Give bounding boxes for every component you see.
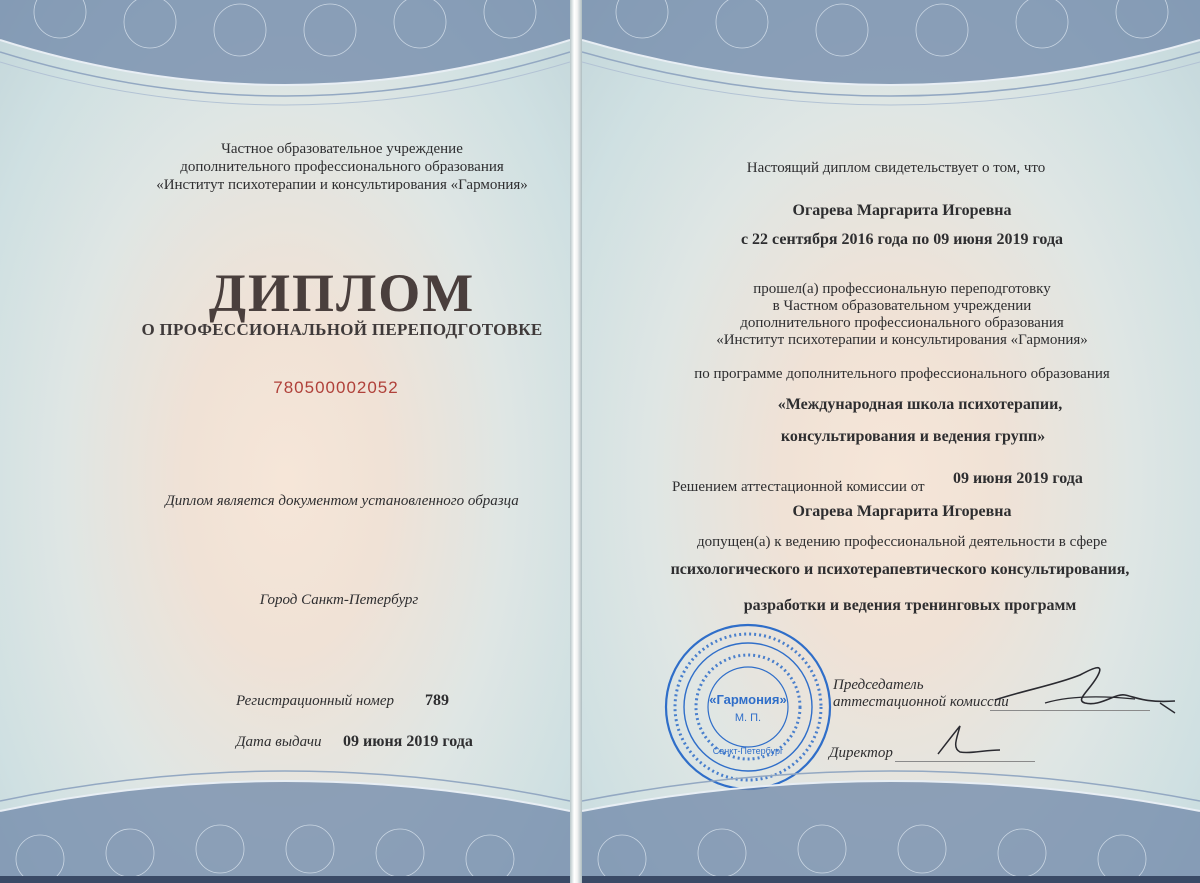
guilloche-bottom-border-right xyxy=(582,761,1200,876)
study-period: с 22 сентября 2016 года по 09 июня 2019 года xyxy=(740,231,1064,248)
guilloche-top-border xyxy=(582,0,1200,120)
decision-label: Решением аттестационной комиссии от xyxy=(672,479,925,495)
chair-signature xyxy=(985,655,1185,725)
director-label: Директор xyxy=(829,745,893,761)
institution-line-2: дополнительного профессионального образования xyxy=(180,159,504,175)
left-page xyxy=(0,0,570,876)
sphere-line-2: разработки и ведения тренинговых программ xyxy=(743,597,1077,614)
stamp-mp-text: М. П. xyxy=(734,712,762,724)
issue-date-label: Дата выдачи xyxy=(236,734,322,750)
decision-date: 09 июня 2019 года xyxy=(953,470,1083,487)
passed-line-3: дополнительного профессионального образования xyxy=(740,315,1064,331)
director-signature xyxy=(930,720,1010,760)
institution-line-1: Частное образовательное учреждение xyxy=(221,141,463,157)
admitted-text: допущен(а) к ведению профессиональной деятельности в сфере xyxy=(697,534,1107,550)
city-label: Город Санкт-Петербург xyxy=(259,592,419,608)
serial-number: 780500002052 xyxy=(273,378,399,397)
chair-label-2: аттестационной комиссии xyxy=(833,694,1009,710)
stamp-center-text: «Гармония» xyxy=(709,692,787,707)
stamp-city-text: Санкт-Петербург xyxy=(712,746,784,756)
diploma-title: ДИПЛОМ xyxy=(208,263,476,323)
registration-label: Регистрационный номер xyxy=(236,693,395,709)
intro-text: Настоящий диплом свидетельствует о том, что xyxy=(746,160,1046,176)
diploma-subtitle: О ПРОФЕССИОНАЛЬНОЙ ПЕРЕПОДГОТОВКЕ xyxy=(141,320,543,339)
chair-label-1: Председатель xyxy=(833,677,924,693)
passed-line-2: в Частном образовательном учреждении xyxy=(772,298,1032,314)
graduate-name: Огарева Маргарита Игоревна xyxy=(792,202,1012,219)
program-line-1: «Международная школа психотерапии, xyxy=(777,396,1063,413)
binding-spine xyxy=(570,0,582,883)
graduate-name-2: Огарева Маргарита Игоревна xyxy=(792,503,1012,520)
passed-line-4: «Институт психотерапии и консультирования «Гармония» xyxy=(716,332,1088,348)
program-intro: по программе дополнительного профессионального образования xyxy=(694,366,1110,382)
guilloche-top-border xyxy=(0,0,570,120)
issue-date-value: 09 июня 2019 года xyxy=(343,733,473,750)
institution-line-3: «Институт психотерапии и консультирования «Гармония» xyxy=(156,177,528,193)
document-note: Диплом является документом установленного образца xyxy=(165,493,519,509)
registration-number: 789 xyxy=(425,692,449,709)
sphere-line-1: психологического и психотерапевтического консультирования, xyxy=(670,561,1130,578)
program-line-2: консультирования и ведения групп» xyxy=(780,428,1046,445)
guilloche-bottom-border xyxy=(0,761,570,876)
passed-line-1: прошел(а) профессиональную переподготовку xyxy=(753,281,1051,297)
